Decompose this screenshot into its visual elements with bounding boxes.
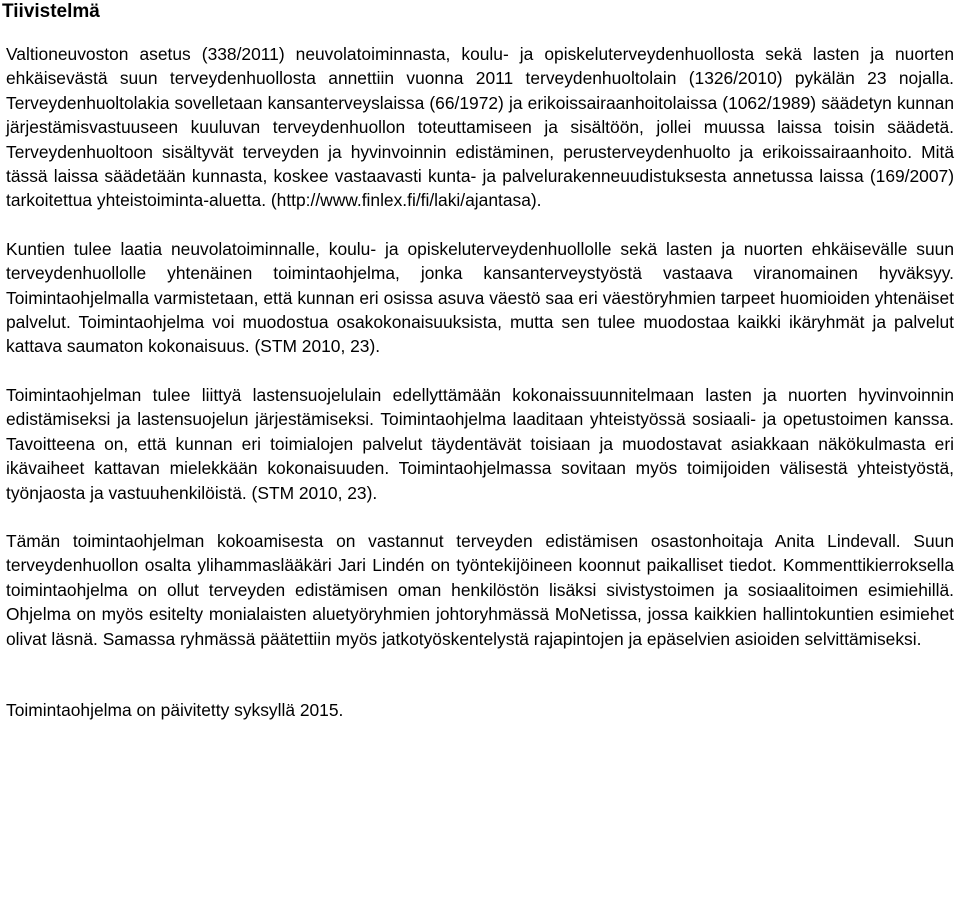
sentence: Toimintaohjelma voi muodostua osakokonaisuuksista, mutta sen tulee muodostaa kaikki ikäryhmät ja palvelut kattava saumaton kokonaisuus. (STM 2010, 23). <box>6 312 954 357</box>
sentence: Kuntien tulee laatia neuvolatoiminnalle, koulu- ja opiskeluterveydenhuollolle sekä lasten ja nuorten ehkäisevälle suun terveydenhuollolle yhtenäinen toimintaohjelma, jonka kansanterveystyöstä vastaava viranomainen hyväksyy. <box>6 238 954 284</box>
update-note: Toimintaohjelma on päivitetty syksyllä 2015. <box>6 699 344 720</box>
document-title: Tiivistelmä <box>2 1 100 22</box>
sentence: Samassa ryhmässä päätettiin myös jatkotyöskentelystä rajapintojen ja epäselvien asioiden selvittämiseksi. <box>102 628 922 649</box>
sentence: Toimintaohjelmassa sovitaan myös toimijoiden välisestä yhteistyöstä, työnjaosta ja vastuuhenkilöistä. (STM 2010, 23). <box>6 458 954 503</box>
sentence: Terveydenhuoltoon sisältyvät terveyden ja hyvinvoinnin edistäminen, perusterveydenhuolto ja erikoissairaanhoito. <box>6 141 913 162</box>
document-page <box>2 0 954 722</box>
sentence: Tavoitteena on, että kunnan eri toimialojen palvelut täydentävät toisiaan ja muodostavat asiakkaan näkökulmasta eri ikävaiheet kattavan mielekkään kokonaisuuden. <box>6 433 954 479</box>
sentence: Toimintaohjelma laaditaan yhteistyössä sosiaali- ja opetustoimen kanssa. <box>380 409 954 430</box>
paragraph-compilation <box>6 529 954 651</box>
paragraph-municipalities <box>6 237 954 359</box>
sentence: Toimintaohjelman tulee liittyä lastensuojelulain edellyttämään kokonaissuunnitelmaan lasten ja nuorten hyvinvoinnin edistämiseksi ja lastensuojelun järjestämiseksi. <box>6 384 954 430</box>
sentence: Kommenttikierroksella toimintaohjelma on ollut terveyden edistämisen oman henkilöstön lisäksi sivistystoimen ja sosiaalitoimen esimiehillä. <box>6 555 954 600</box>
sentence: Terveydenhuoltolakia sovelletaan kansanterveyslaissa (66/1972) ja erikoissairaanhoitolaissa (1062/1989) säädetyn kunnan järjestämisvastuuseen kuuluvan terveydenhuollon toteuttamiseen ja sisältöön, jollei muussa laissa toisin säädetä. <box>6 92 954 138</box>
sentence: Ohjelma on myös esitelty monialaisten aluetyöryhmien johtoryhmässä MoNetissa, jossa kaikkien hallintokuntien esimiehet olivat läsnä. <box>6 604 954 649</box>
sentence: Valtioneuvoston asetus (338/2011) neuvolatoiminnasta, koulu- ja opiskeluterveydenhuollosta sekä lasten ja nuorten ehkäisevästä suun terveydenhuollosta annettiin vuonna 2011 terveydenhuoltolain (1326/2010) pykälän 23 nojalla. <box>6 44 954 89</box>
sentence: Toimintaohjelmalla varmistetaan, että kunnan eri osissa asuva väestö saa eri väestöryhmien tarpeet huomioiden yhtenäiset palvelut. <box>6 287 954 333</box>
paragraph-child-protection <box>6 383 954 505</box>
paragraph-legislation <box>6 42 954 213</box>
sentence: Tämän toimintaohjelman kokoamisesta on vastannut terveyden edistämisen osastonhoitaja Anita Lindevall. <box>6 530 901 551</box>
sentence: Mitä tässä laissa säädetään kunnasta, koskee vastaavasti kunta- ja palvelurakenneuudistuksesta annetussa laissa (169/2007) tarkoitettua yhteistoiminta-aluetta. (http://www.finlex.fi/fi/laki/ajantasa). <box>6 141 954 211</box>
sentence: Suun terveydenhuollon osalta ylihammaslääkäri Jari Lindén on työntekijöineen koonnut paikalliset tiedot. <box>6 530 954 576</box>
